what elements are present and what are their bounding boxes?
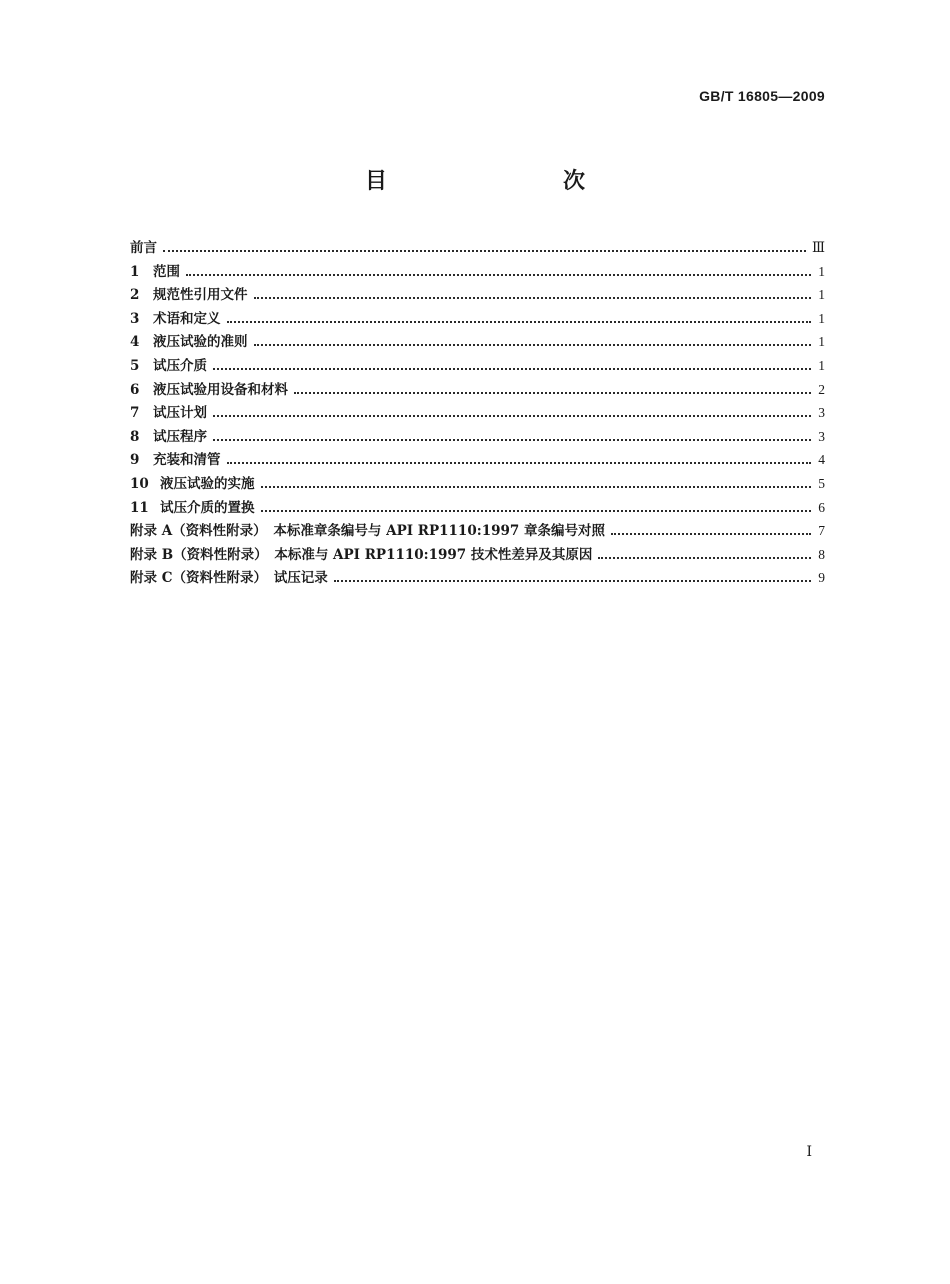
toc-entry-page: 2 xyxy=(818,381,825,397)
toc-entry-number: 8 xyxy=(130,428,140,445)
toc-entry-page: 3 xyxy=(818,428,825,444)
toc-entry-label: 附录 C（资料性附录） 试压记录 xyxy=(130,570,328,587)
toc-dot-leader xyxy=(213,439,811,441)
toc-entry-number: 10 xyxy=(130,475,149,492)
toc-entry-page: 6 xyxy=(818,499,825,515)
toc-entry-label: 试压程序 xyxy=(153,428,207,445)
toc-dot-leader xyxy=(227,321,812,323)
toc-entry-label: 液压试验的准则 xyxy=(153,334,248,351)
toc-dot-leader xyxy=(334,580,811,582)
toc-dot-leader xyxy=(261,486,812,488)
toc-entry-number: 5 xyxy=(130,357,140,374)
toc-entry-label: 附录 A（资料性附录） 本标准章条编号与 API RP1110:1997 章条编号对照 xyxy=(130,523,605,540)
toc-entry-label: 附录 B（资料性附录） 本标准与 API RP1110:1997 技术性差异及其原因 xyxy=(130,546,593,563)
toc-entry-page: 1 xyxy=(818,287,825,303)
toc-entry-number: 2 xyxy=(130,287,140,304)
toc-entry-number: 9 xyxy=(130,452,140,469)
toc-entry-number: 11 xyxy=(130,499,149,516)
toc-entry-page: 9 xyxy=(818,570,825,586)
toc-entry-page: 1 xyxy=(818,263,825,279)
toc-entry[interactable] xyxy=(130,307,825,331)
toc-entry-label: 液压试验的实施 xyxy=(160,475,255,492)
toc-entry-number: 6 xyxy=(130,381,140,398)
toc-dot-leader xyxy=(213,415,811,417)
toc-entry-label: 规范性引用文件 xyxy=(153,287,248,304)
toc-entry[interactable] xyxy=(130,354,825,378)
toc-entry-page: 5 xyxy=(818,475,825,491)
toc-dot-leader xyxy=(186,274,811,276)
toc-entry-page: Ⅲ xyxy=(811,240,825,255)
toc-entry[interactable] xyxy=(130,543,825,567)
toc-entry[interactable] xyxy=(130,260,825,284)
toc-entry-label: 前言 xyxy=(130,240,157,256)
toc-entry[interactable] xyxy=(130,566,825,590)
toc-entry-number: 1 xyxy=(130,263,140,280)
page-folio: Ⅰ xyxy=(806,1145,812,1160)
toc-entry[interactable] xyxy=(130,283,825,307)
toc-entry-page: 7 xyxy=(818,523,825,539)
toc-dot-leader xyxy=(598,557,811,559)
toc-dot-leader xyxy=(213,368,811,370)
toc-dot-leader xyxy=(294,392,811,394)
toc-dot-leader xyxy=(261,510,812,512)
toc-entry-page: 1 xyxy=(818,334,825,350)
toc-entry[interactable] xyxy=(130,236,825,260)
toc-entry-label: 充装和清管 xyxy=(153,452,221,469)
toc-dot-leader xyxy=(254,344,812,346)
toc-entry-label: 液压试验用设备和材料 xyxy=(153,381,288,398)
toc-entry-number: 4 xyxy=(130,334,140,351)
toc-entry[interactable] xyxy=(130,330,825,354)
toc-entry[interactable] xyxy=(130,519,825,543)
toc-entry[interactable] xyxy=(130,496,825,520)
toc-dot-leader xyxy=(163,250,806,252)
toc-entry-label: 范围 xyxy=(153,263,180,280)
toc-entry-page: 8 xyxy=(818,546,825,562)
toc-entry-number: 3 xyxy=(130,310,140,327)
toc-dot-leader xyxy=(611,533,811,535)
toc-entry[interactable] xyxy=(130,378,825,402)
toc-entry-label: 术语和定义 xyxy=(153,310,221,327)
toc-entry-page: 3 xyxy=(818,405,825,421)
standard-number: GB/T 16805—2009 xyxy=(699,88,825,104)
table-of-contents xyxy=(130,236,825,590)
toc-entry-page: 1 xyxy=(818,310,825,326)
toc-entry-label: 试压计划 xyxy=(153,405,207,422)
toc-entry-label: 试压介质 xyxy=(153,357,207,374)
toc-dot-leader xyxy=(254,297,812,299)
toc-entry[interactable] xyxy=(130,448,825,472)
toc-title: 目 次 xyxy=(364,168,629,194)
toc-entry-label: 试压介质的置换 xyxy=(160,499,255,516)
toc-entry-number: 7 xyxy=(130,405,140,422)
toc-entry-page: 4 xyxy=(818,452,825,468)
toc-entry[interactable] xyxy=(130,472,825,496)
toc-entry-page: 1 xyxy=(818,357,825,373)
toc-entry[interactable] xyxy=(130,425,825,449)
toc-entry[interactable] xyxy=(130,401,825,425)
toc-dot-leader xyxy=(227,462,812,464)
